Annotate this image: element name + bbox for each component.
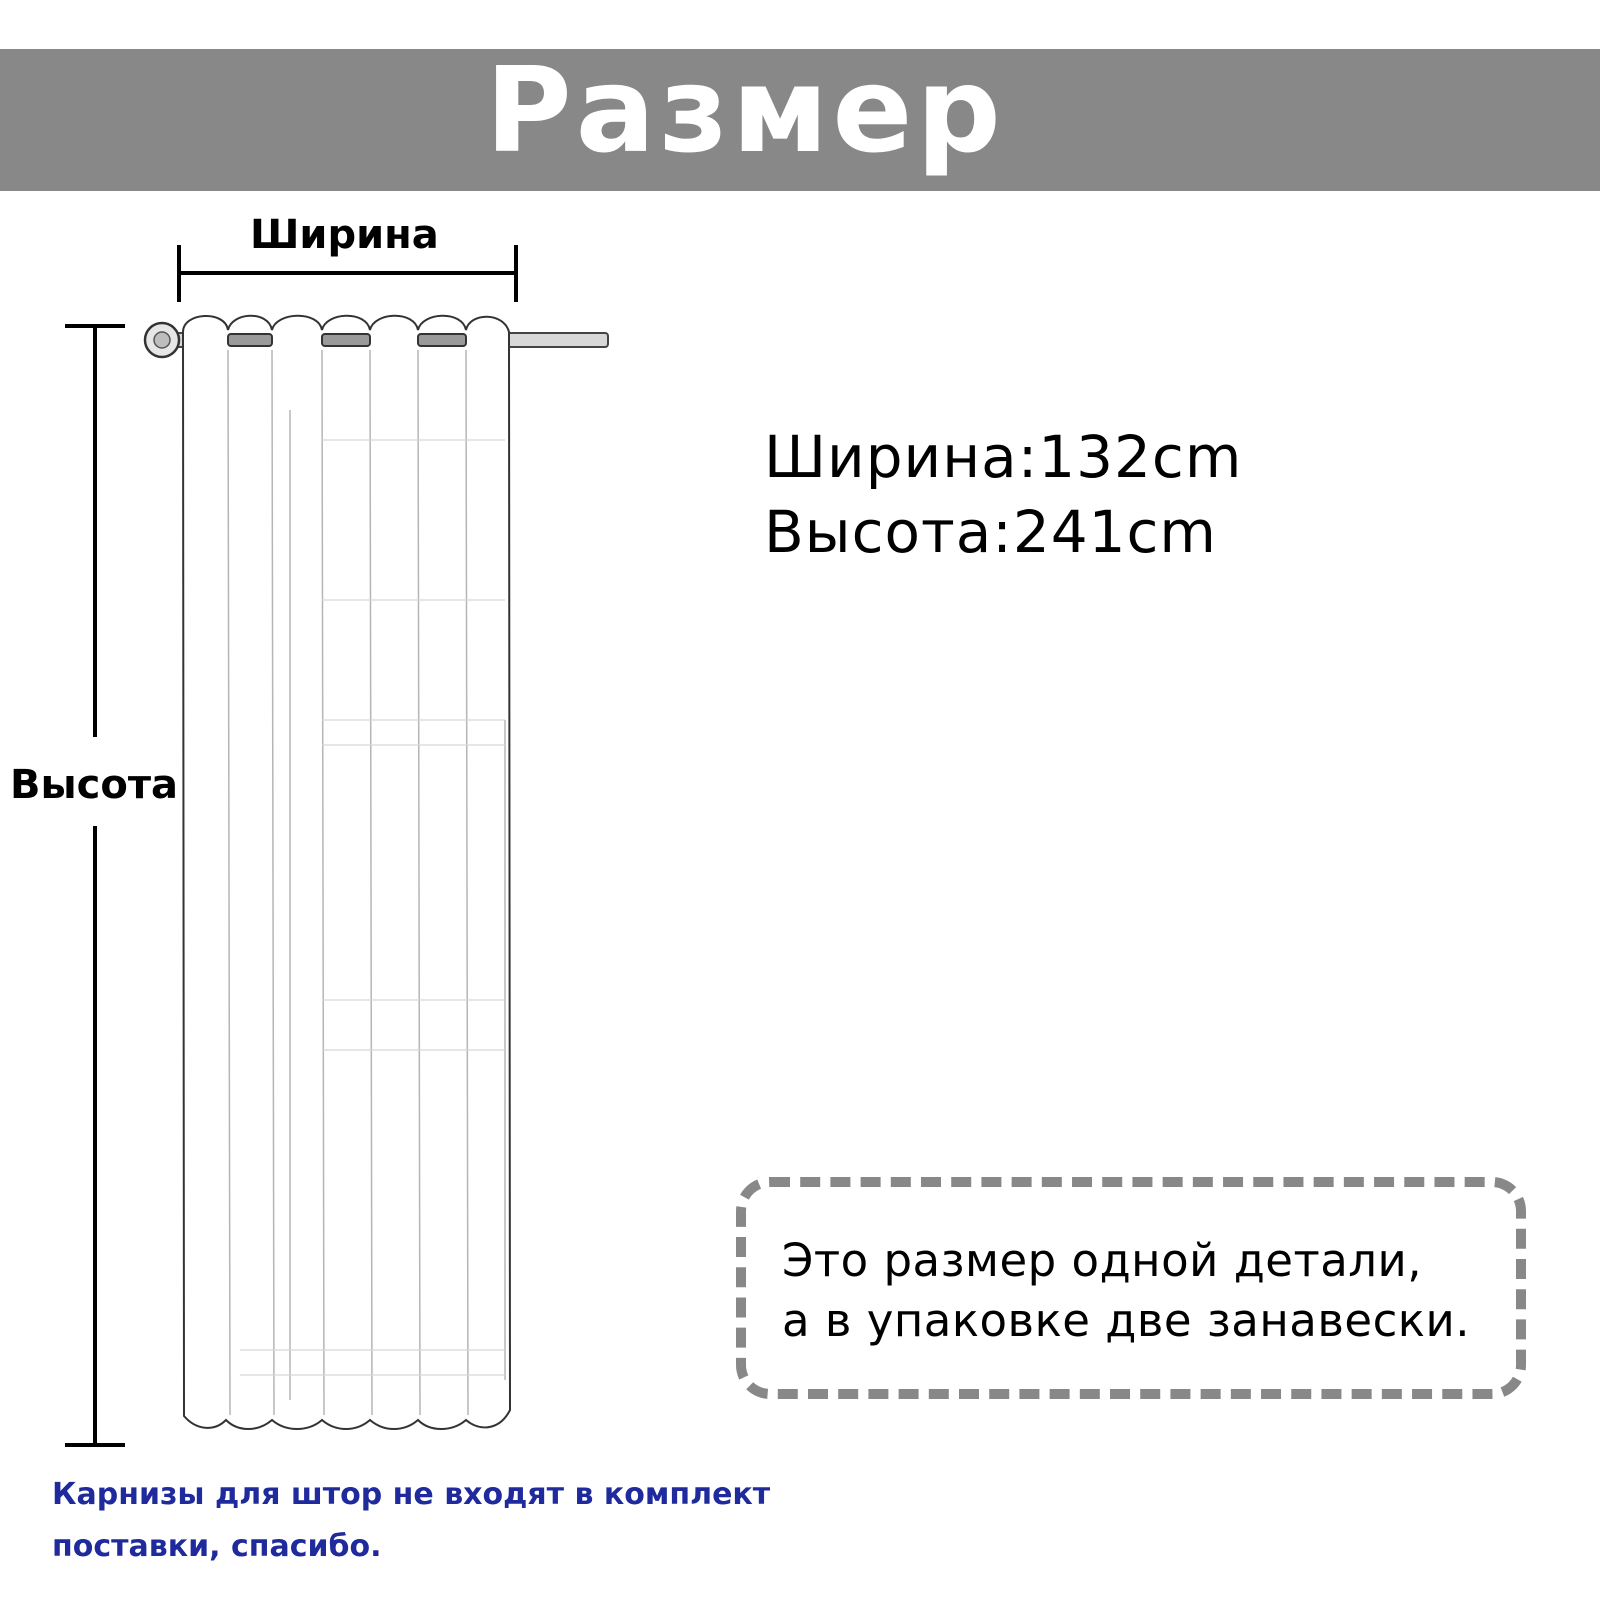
note-box: [736, 1177, 1526, 1399]
curtain-grommets: [228, 334, 466, 346]
footer-note-line: Карнизы для штор не входят в комплект: [52, 1477, 771, 1512]
footer-note-line: поставки, спасибо.: [52, 1529, 382, 1564]
width-dimension-label: Ширина: [250, 212, 439, 258]
note-text-line: а в упаковке две занавески.: [782, 1294, 1471, 1347]
page-title: Размер: [485, 41, 1005, 179]
note-text-line: Это размер одной детали,: [782, 1234, 1423, 1287]
width-spec: Ширина:132cm: [764, 423, 1243, 491]
height-dimension-line: [65, 326, 125, 1445]
curtain-panel: [183, 316, 510, 1429]
height-spec: Высота:241cm: [764, 498, 1217, 566]
height-dimension-label: Высота: [10, 762, 179, 808]
